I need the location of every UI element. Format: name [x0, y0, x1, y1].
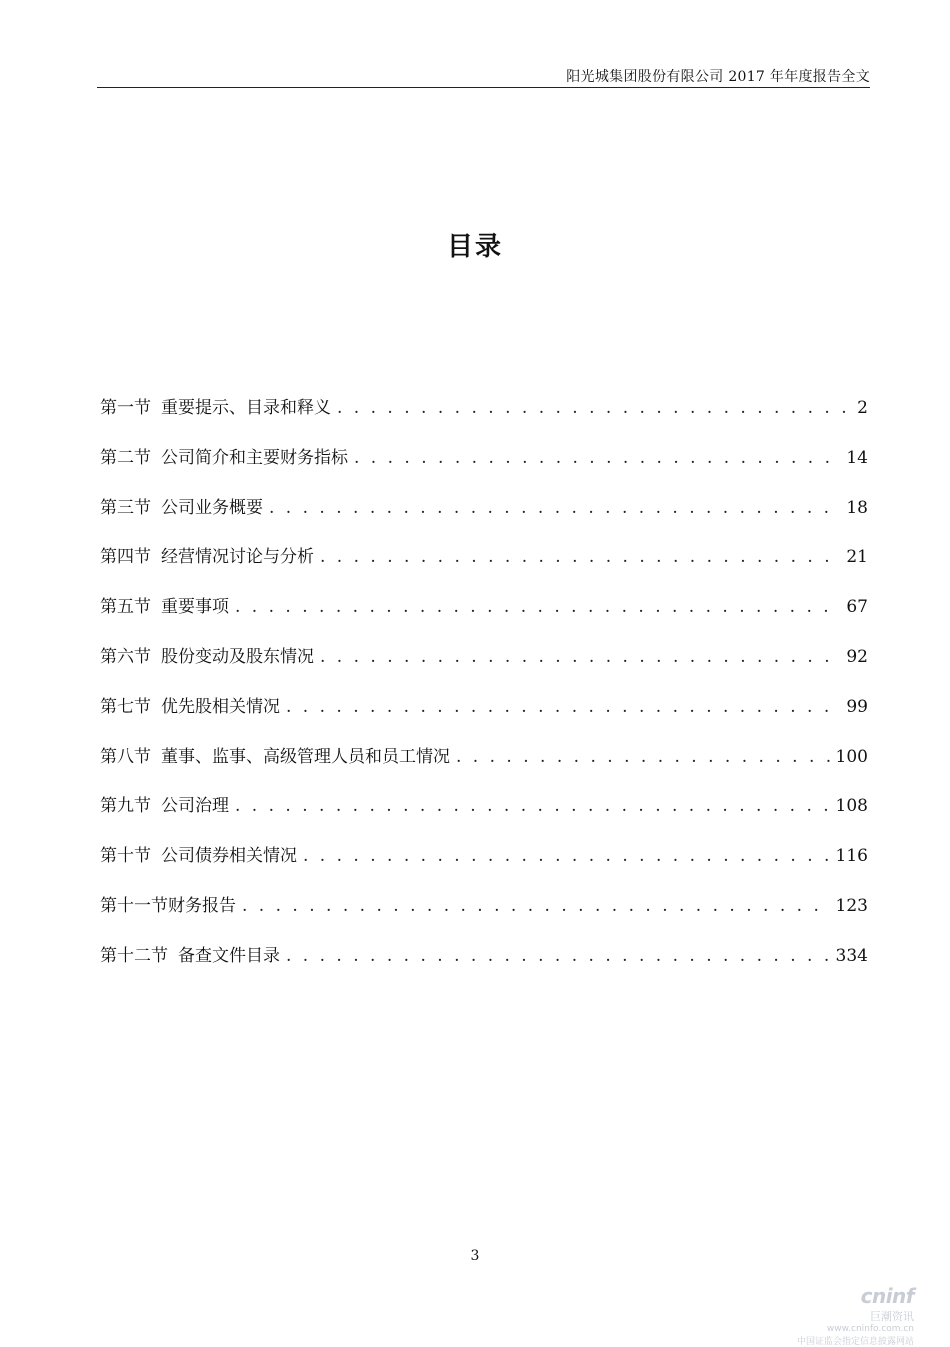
toc-title: 股份变动及股东情况 — [161, 646, 314, 667]
toc-section: 第二节 — [100, 447, 151, 468]
toc-title: 重要事项 — [161, 597, 229, 618]
toc-section: 第六节 — [100, 646, 151, 667]
toc-section: 第五节 — [100, 597, 151, 618]
toc-title: 公司简介和主要财务指标 — [161, 447, 348, 468]
toc-entry[interactable] — [100, 592, 868, 642]
toc-section: 第十二节 — [100, 945, 168, 966]
toc-entry[interactable] — [100, 443, 868, 493]
toc-page: 67 — [846, 597, 868, 618]
toc-entry[interactable] — [100, 493, 868, 543]
toc-title: 重要提示、目录和释义 — [161, 398, 331, 418]
toc-page: 123 — [835, 895, 868, 916]
header-rule — [97, 87, 870, 88]
toc-leader — [320, 547, 840, 567]
page-title: 目录 — [446, 232, 503, 262]
toc-leader — [320, 647, 840, 667]
toc-page: 334 — [835, 945, 868, 966]
toc-title: 公司债券相关情况 — [161, 846, 297, 867]
toc-label — [100, 891, 236, 916]
toc-page: 18 — [846, 497, 868, 518]
watermark-tagline: 中国证监会指定信息披露网站 — [796, 1337, 914, 1347]
toc-label — [100, 941, 280, 966]
toc-section: 第七节 — [100, 696, 151, 717]
toc-page: 2 — [857, 398, 868, 418]
toc-title: 财务报告 — [168, 895, 236, 916]
toc-label — [100, 742, 450, 767]
watermark-subtitle: 巨潮资讯 — [870, 1310, 914, 1323]
toc-leader — [235, 796, 830, 816]
toc-title: 优先股相关情况 — [161, 696, 280, 717]
toc-title: 董事、监事、高级管理人员和员工情况 — [161, 746, 450, 767]
toc-label — [100, 443, 348, 468]
toc-section: 第十一节 — [100, 895, 168, 916]
toc-entry[interactable] — [100, 692, 868, 742]
running-header: 阳光城集团股份有限公司 2017 年年度报告全文 — [566, 69, 870, 85]
toc-label — [100, 592, 229, 617]
toc-label — [100, 542, 314, 567]
toc-entry[interactable] — [100, 742, 868, 792]
toc-page: 21 — [846, 547, 868, 568]
toc-title: 公司治理 — [161, 796, 229, 817]
toc-title: 经营情况讨论与分析 — [161, 547, 314, 568]
toc-entry[interactable] — [100, 642, 868, 692]
toc-label — [100, 642, 314, 667]
page-number: 3 — [470, 1248, 480, 1264]
toc-leader — [235, 597, 840, 617]
toc-entry[interactable] — [100, 393, 868, 443]
toc-section: 第八节 — [100, 746, 151, 767]
toc-leader — [337, 398, 851, 418]
toc-leader — [456, 747, 830, 767]
watermark-url: www.cninfo.com.cn — [826, 1324, 914, 1334]
toc-label — [100, 393, 331, 418]
toc-entry[interactable] — [100, 542, 868, 592]
table-of-contents — [100, 393, 868, 991]
toc-section: 第三节 — [100, 497, 151, 518]
toc-title: 公司业务概要 — [161, 497, 263, 518]
toc-section: 第十节 — [100, 846, 151, 867]
toc-title: 备查文件目录 — [178, 945, 280, 966]
toc-page: 92 — [846, 646, 868, 667]
toc-page: 108 — [835, 796, 868, 817]
toc-entry[interactable] — [100, 941, 868, 991]
toc-page: 100 — [835, 746, 868, 767]
cninfo-watermark — [797, 1284, 914, 1347]
toc-leader — [269, 498, 840, 518]
toc-leader — [303, 846, 830, 866]
toc-section: 第一节 — [100, 398, 151, 418]
toc-page: 14 — [846, 447, 868, 468]
toc-entry[interactable] — [100, 891, 868, 941]
toc-page: 116 — [835, 846, 868, 867]
toc-entry[interactable] — [100, 841, 868, 891]
toc-section: 第九节 — [100, 796, 151, 817]
toc-leader — [286, 697, 840, 717]
toc-leader — [286, 946, 830, 966]
toc-label — [100, 791, 229, 816]
toc-label — [100, 841, 297, 866]
toc-section: 第四节 — [100, 547, 151, 568]
watermark-logo: cninf — [860, 1284, 914, 1308]
toc-label — [100, 493, 263, 518]
toc-label — [100, 692, 280, 717]
toc-leader — [354, 448, 840, 468]
toc-page: 99 — [846, 696, 868, 717]
toc-entry[interactable] — [100, 791, 868, 841]
toc-leader — [242, 896, 830, 916]
